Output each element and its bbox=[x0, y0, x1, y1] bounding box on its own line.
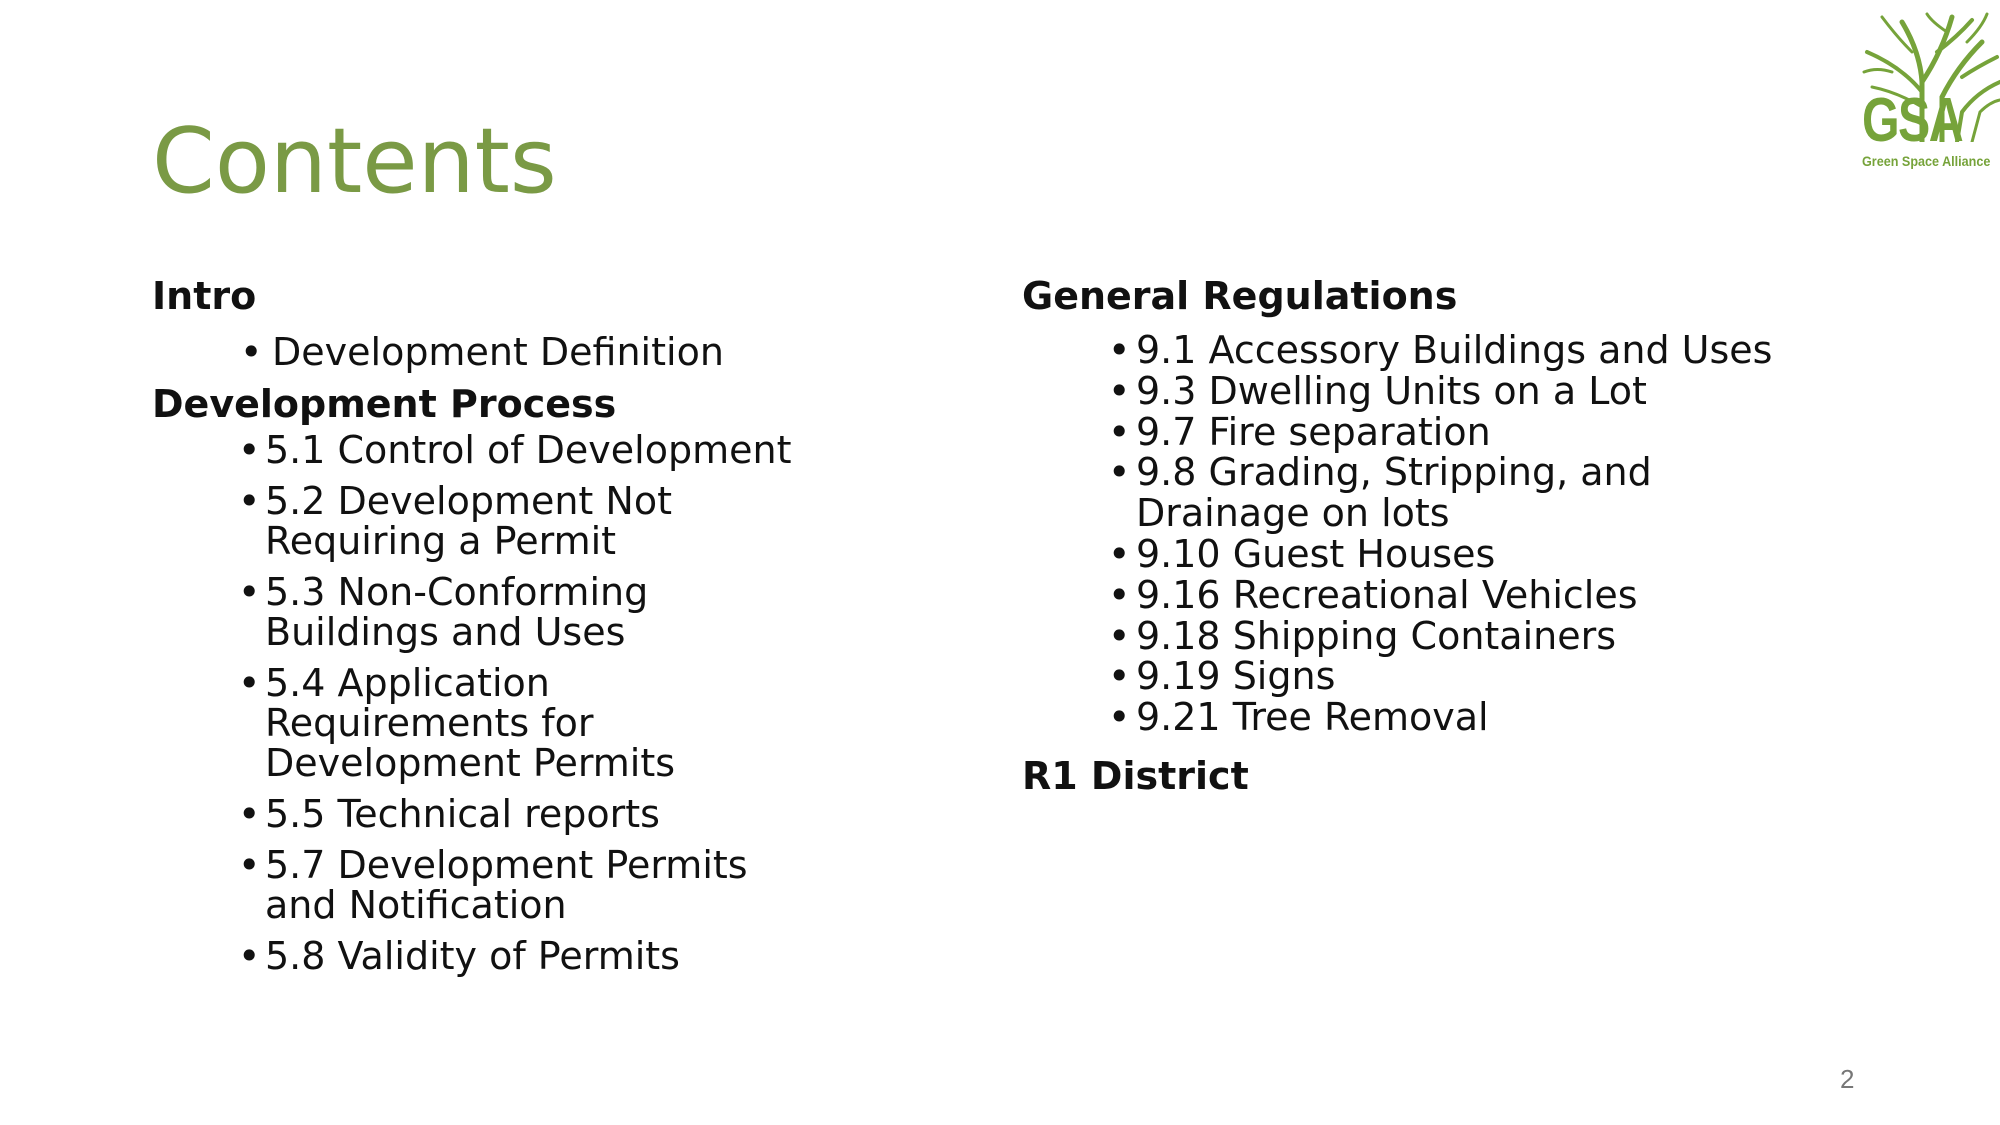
gsa-logo bbox=[1862, 12, 2000, 169]
list-item-text: 9.18 Shipping Containers bbox=[1136, 613, 1617, 658]
bullet: • bbox=[1108, 572, 1131, 617]
logo-subtitle: Green Space Alliance bbox=[1862, 153, 1991, 169]
list-item bbox=[1022, 572, 1842, 617]
r1-district-heading: R1 District bbox=[1022, 753, 1249, 798]
list-item bbox=[1022, 368, 1842, 413]
list-item bbox=[152, 430, 872, 470]
list-item-text: 9.19 Signs bbox=[1136, 654, 1336, 699]
bullet: • bbox=[1108, 450, 1131, 495]
development-process-list bbox=[152, 430, 872, 976]
page-number: 2 bbox=[1840, 1064, 1855, 1094]
bullet: • bbox=[240, 330, 263, 374]
list-item bbox=[1022, 531, 1842, 576]
bullet: • bbox=[238, 934, 261, 978]
intro-heading: Intro bbox=[152, 274, 257, 318]
bullet: • bbox=[1108, 654, 1131, 699]
list-item-text: 9.8 Grading, Stripping, and Drainage on lots bbox=[1136, 450, 1652, 536]
bullet: • bbox=[238, 661, 261, 705]
development-process-heading: Development Process bbox=[152, 382, 617, 426]
list-item bbox=[152, 481, 805, 561]
list-item-text: 5.7 Development Permits and Notification bbox=[265, 843, 748, 927]
general-regulations-list bbox=[1022, 330, 1842, 738]
bullet: • bbox=[1108, 695, 1131, 740]
list-item bbox=[1022, 656, 1842, 697]
bullet: • bbox=[1108, 531, 1131, 576]
bullet: • bbox=[238, 792, 261, 836]
list-item bbox=[152, 330, 872, 374]
list-item bbox=[152, 845, 825, 925]
list-item bbox=[1022, 330, 1842, 371]
list-item bbox=[1022, 409, 1842, 454]
list-item-text: 9.16 Recreational Vehicles bbox=[1136, 572, 1638, 617]
list-item bbox=[152, 663, 825, 783]
list-item-text: 9.3 Dwelling Units on a Lot bbox=[1136, 368, 1647, 413]
list-item bbox=[152, 936, 872, 976]
list-item-text: 5.8 Validity of Permits bbox=[265, 934, 680, 978]
list-item-text: 9.10 Guest Houses bbox=[1136, 531, 1496, 576]
list-item-text: Development Definition bbox=[272, 330, 724, 374]
list-item-text: 9.7 Fire separation bbox=[1136, 409, 1491, 454]
list-item-text: 9.1 Accessory Buildings and Uses bbox=[1136, 328, 1773, 372]
list-item-text: 5.3 Non-Conforming Buildings and Uses bbox=[265, 570, 649, 654]
bullet: • bbox=[238, 570, 261, 614]
slide-title: Contents bbox=[152, 109, 557, 214]
list-item bbox=[152, 794, 872, 834]
list-item bbox=[1022, 697, 1842, 738]
bullet: • bbox=[238, 843, 261, 887]
list-item-text: 5.5 Technical reports bbox=[265, 792, 660, 836]
list-item-text: 5.4 Application Requirements for Development Permits bbox=[265, 661, 676, 785]
left-column bbox=[152, 272, 872, 987]
logo-text: GSA bbox=[1862, 86, 1963, 155]
bullet: • bbox=[1108, 409, 1131, 454]
bullet: • bbox=[238, 428, 261, 472]
intro-list bbox=[152, 330, 872, 374]
bullet: • bbox=[1108, 613, 1131, 658]
list-item-text: 5.1 Control of Development bbox=[265, 428, 792, 472]
bullet: • bbox=[1108, 328, 1131, 372]
list-item-text: 5.2 Development Not Requiring a Permit bbox=[265, 479, 672, 563]
general-regulations-heading: General Regulations bbox=[1022, 274, 1458, 318]
bullet: • bbox=[238, 479, 261, 523]
list-item-text: 9.21 Tree Removal bbox=[1136, 695, 1489, 740]
list-item bbox=[1022, 452, 1696, 534]
list-item bbox=[1022, 613, 1842, 658]
right-column bbox=[1022, 272, 1842, 800]
bullet: • bbox=[1108, 368, 1131, 413]
list-item bbox=[152, 572, 825, 652]
